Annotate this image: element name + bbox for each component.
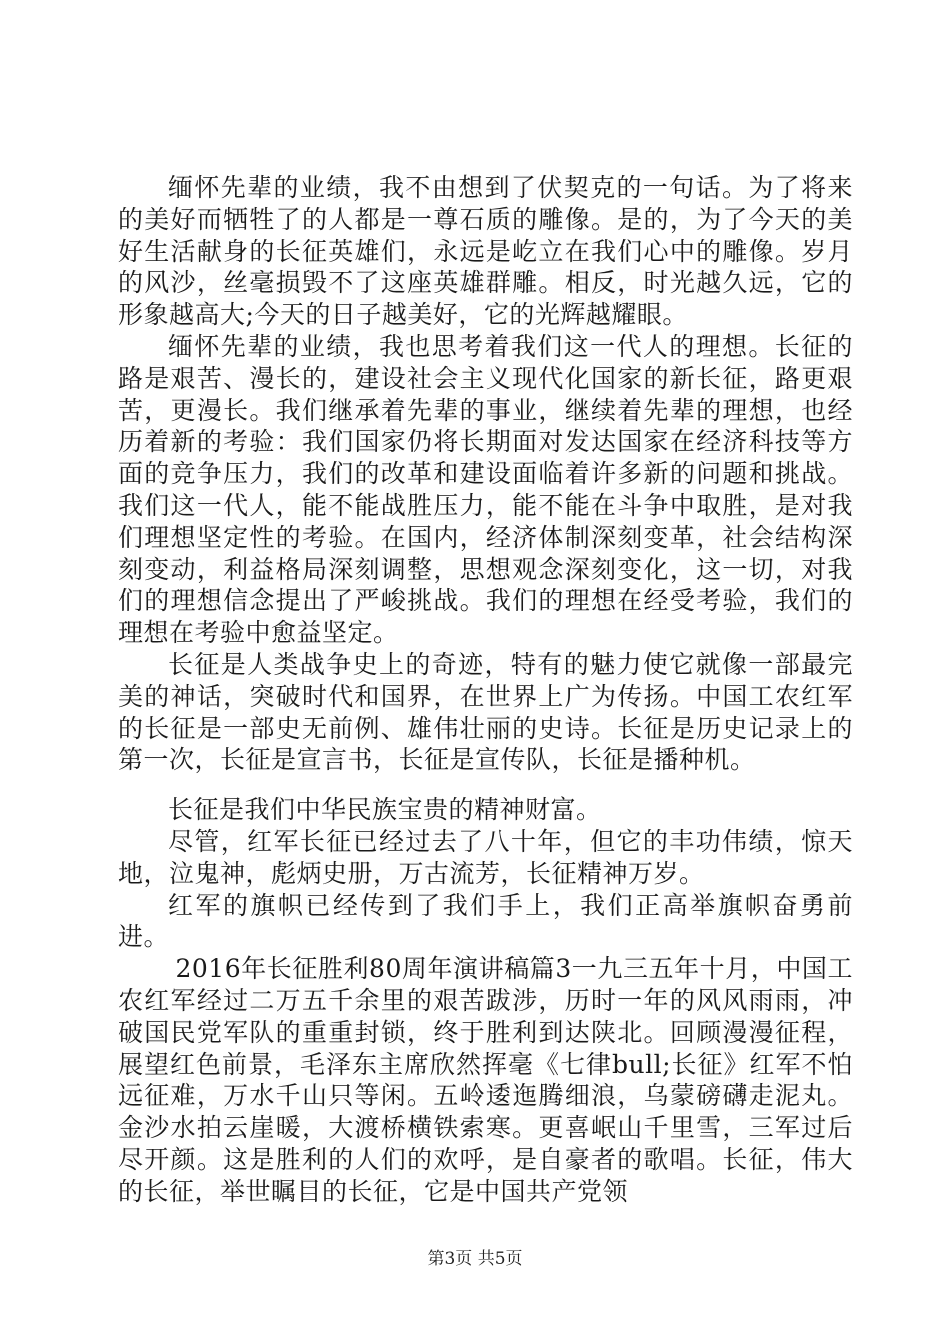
page-number-footer: 第3页 共5页: [427, 1249, 523, 1269]
document-body: [118, 172, 853, 1208]
paragraph-6: 红军的旗帜已经传到了我们手上，我们正高举旗帜奋勇前进。: [118, 890, 853, 952]
paragraph-5: 尽管，红军长征已经过去了八十年，但它的丰功伟绩，惊天地，泣鬼神，彪炳史册，万古流芳，长征精神万岁。: [118, 826, 853, 888]
paragraph-4: 长征是我们中华民族宝贵的精神财富。: [168, 795, 602, 825]
paragraph-1: 缅怀先辈的业绩，我不由想到了伏契克的一句话。为了将来的美好而牺牲了的人都是一尊石质的雕像。是的，为了今天的美好生活献身的长征英雄们，永远是屹立在我们心中的雕像。岁月的风沙，丝毫损毁不了这座英雄群雕。相反，时光越久远，它的形象越高大;今天的日子越美好，它的光辉越耀眼。: [118, 173, 853, 330]
paragraph-3: 长征是人类战争史上的奇迹，特有的魅力使它就像一部最完美的神话，突破时代和国界，在世界上广为传扬。中国工农红军的长征是一部史无前例、雄伟壮丽的史诗。长征是历史记录上的第一次，长征是宣言书，长征是宣传队，长征是播种机。: [118, 649, 853, 775]
paragraph-7: 2016年长征胜利80周年演讲稿篇3一九三五年十月，中国工农红军经过二万五千余里的艰苦跋涉，历时一年的风风雨雨，冲破国民党军队的重重封锁，终于胜利到达陕北。回顾漫漫征程，展望红色前景，毛泽东主席欣然挥毫《七律bull;长征》红军不怕远征难，万水千山只等闲。五岭逶迤腾细浪，乌蒙磅礴走泥丸。金沙水拍云崖暖，大渡桥横铁索寒。更喜岷山千里雪，三军过后尽开颜。这是胜利的人们的欢呼，是自豪者的歌唱。长征，伟大的长征，举世瞩目的长征，它是中国共产党领: [118, 954, 853, 1206]
paragraph-2: 缅怀先辈的业绩，我也思考着我们这一代人的理想。长征的路是艰苦、漫长的，建设社会主义现代化国家的新长征，路更艰苦，更漫长。我们继承着先辈的事业，继续着先辈的理想，也经历着新的考验：我们国家仍将长期面对发达国家在经济科技等方面的竞争压力，我们的改革和建设面临着许多新的问题和挑战。我们这一代人，能不能战胜压力，能不能在斗争中取胜，是对我们理想坚定性的考验。在国内，经济体制深刻变革，社会结构深刻变动，利益格局深刻调整，思想观念深刻变化，这一切，对我们的理想信念提出了严峻挑战。我们的理想在经受考验，我们的理想在考验中愈益坚定。: [118, 331, 853, 648]
